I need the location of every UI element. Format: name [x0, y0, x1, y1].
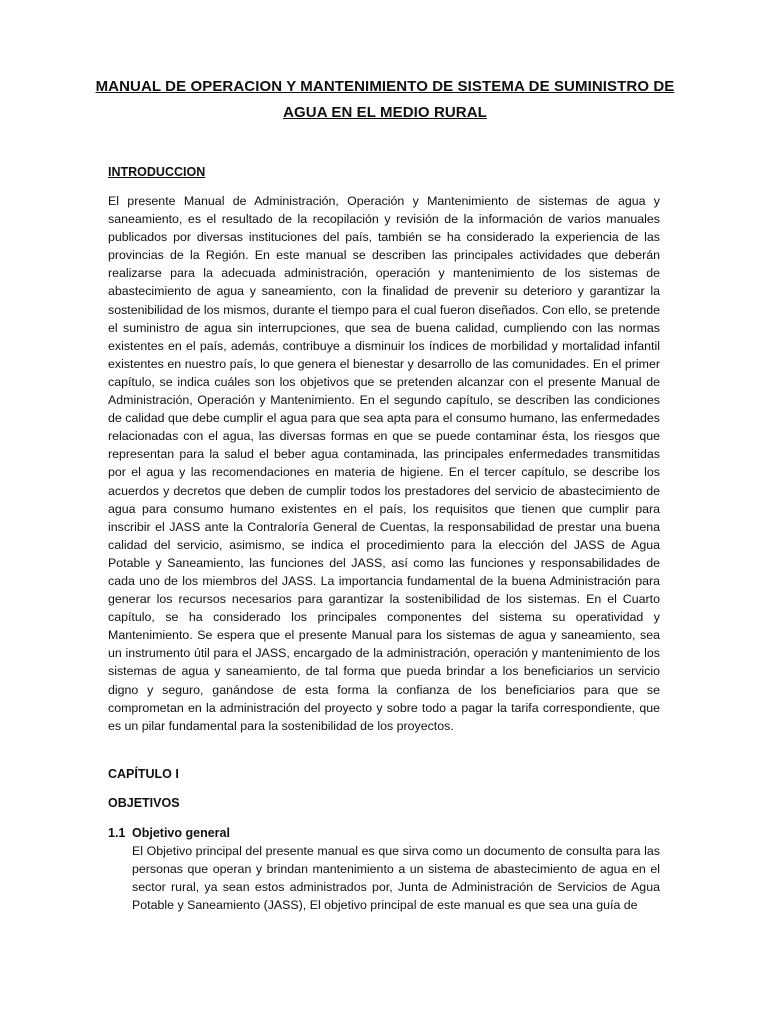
subsection-paragraph: El Objetivo principal del presente manual es que sirva como un documento de consulta para las personas que operan y brindan mantenimiento a un sistema de abastecimiento de agua en el sector rural, ya sean estos administrados por, Junta de Administración de Servicios de Agua Potable y Saneamiento (JASS), El objetivo principal de este manual es que sea una guía de [132, 844, 660, 913]
chapter-heading: CAPÍTULO I [108, 767, 179, 781]
introduction-heading: INTRODUCCION [108, 165, 206, 179]
subsection-title: Objetivo general [132, 826, 230, 840]
objectives-heading: OBJETIVOS [108, 796, 180, 810]
subsection-objetivo-general [108, 824, 660, 914]
introduction-paragraph: El presente Manual de Administración, Operación y Mantenimiento de sistemas de agua y saneamiento, es el resultado de la recopilación y revisión de la información de varios manuales publicados por diversas instituciones del país, también se ha considerado la experiencia de las provincias de la Región. En este manual se describen las principales actividades que deberán realizarse para la adecuada administración, operación y mantenimiento de los sistemas de abastecimiento de agua y saneamiento, con la finalidad de prevenir su deterioro y garantizar la sostenibilidad de los mismos, durante el tiempo para el cual fueron diseñados. Con ello, se pretende el suministro de agua sin interrupciones, que sea de buena calidad, cumpliendo con las normas existentes en el país, además, contribuye a disminuir los índices de morbilidad y mortalidad infantil existentes en nuestro país, lo que genera el bienestar y desarrollo de las comunidades. En el primer capítulo, se indica cuáles son los objetivos que se pretenden alcanzar con el presente Manual de Administración, Operación y Mantenimiento. En el segundo capítulo, se describen las condiciones de calidad que debe cumplir el agua para que sea apta para el consumo humano, las enfermedades relacionadas con el agua, las diversas formas en que se puede contaminar ésta, los riesgos que representan para la salud el beber agua contaminada, las principales enfermedades transmitidas por el agua y las recomendaciones en materia de higiene. En el tercer capítulo, se describe los acuerdos y decretos que deben de cumplir todos los prestadores del servicio de abastecimiento de agua para consumo humano existentes en el país, los requisitos que tienen que cumplir para inscribir el JASS ante la Contraloría General de Cuentas, la responsabilidad de prestar una buena calidad del servicio, asimismo, se indica el procedimiento para la elección del JASS de Agua Potable y Saneamiento, las funciones del JASS, así como las funciones y responsabilidades de cada uno de los miembros del JASS. La importancia fundamental de la buena Administración para generar los recursos necesarios para garantizar la sostenibilidad de los sistemas. En el Cuarto capítulo, se ha considerado los principales componentes del sistema su operatividad y Mantenimiento. Se espera que el presente Manual para los sistemas de agua y saneamiento, sea un instrumento útil para el JASS, encargado de la administración, operación y mantenimiento de los sistemas de agua y saneamiento, de tal forma que pueda brindar a los beneficiarios un servicio digno y seguro, ganándose de esta forma la confianza de los beneficiarios para que se comprometan en la administración del proyecto y sobre todo a pagar la tarifa correspondiente, que es un pilar fundamental para la sostenibilidad de los proyectos. [108, 194, 660, 733]
document-title: MANUAL DE OPERACION Y MANTENIMIENTO DE SISTEMA DE SUMINISTRO DE AGUA EN EL MEDIO RURAL [95, 78, 675, 121]
subsection-number: 1.1 [108, 826, 126, 840]
subsection-title-row [108, 824, 660, 842]
